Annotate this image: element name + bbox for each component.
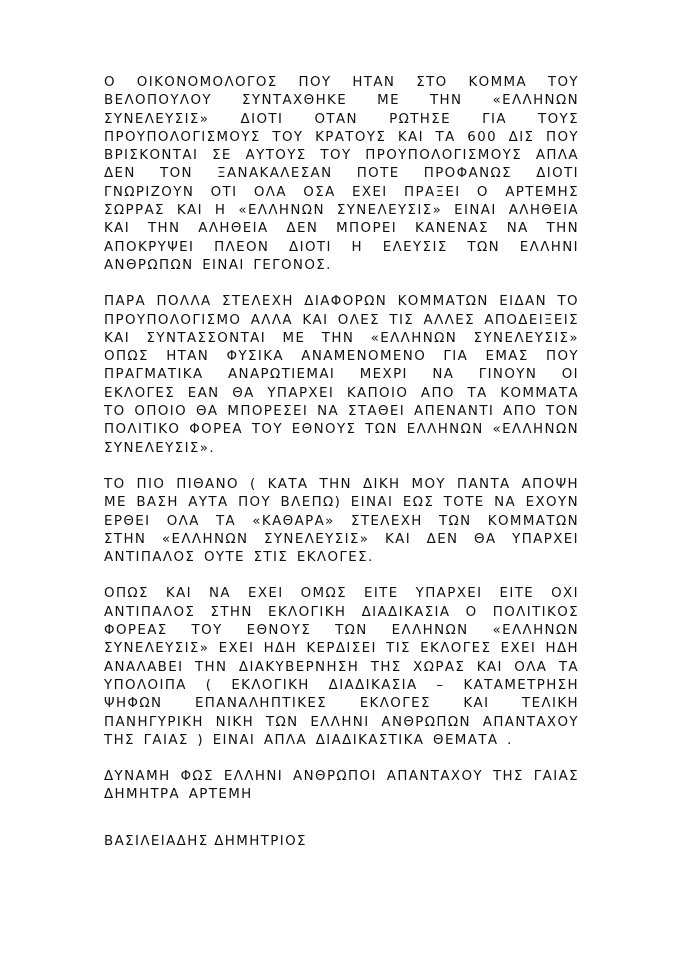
- paragraph-4: ΟΠΩΣ ΚΑΙ ΝΑ ΕΧΕΙ ΟΜΩΣ ΕΙΤΕ ΥΠΑΡΧΕΙ ΕΙΤΕ ΟΧΙ ΑΝΤΙΠΑΛΟΣ ΣΤΗΝ ΕΚΛΟΓΙΚΗ ΔΙΑΔΙΚΑΣΙΑ Ο ΠΟΛΙΤΙΚΟΣ ΦΟΡΕΑΣ ΤΟΥ ΕΘΝΟΥΣ ΤΩΝ ΕΛΛΗΝΩΝ «ΕΛΛΗΝΩΝ ΣΥΝΕΛΕΥΣΙΣ» ΕΧΕΙ ΗΔΗ ΚΕΡΔΙΣΕΙ ΤΙΣ ΕΚΛΟΓΕΣ ΕΧΕΙ ΗΔΗ ΑΝΑΛΑΒΕΙ ΤΗΝ ΔΙΑΚΥΒΕΡΝΗΣΗ ΤΗΣ ΧΩΡΑΣ ΚΑΙ ΟΛΑ ΤΑ ΥΠΟΛΟΙΠΑ ( ΕΚΛΟΓΙΚΗ ΔΙΑΔΙΚΑΣΙΑ – ΚΑΤΑΜΕΤΡΗΣΗ ΨΗΦΩΝ ΕΠΑΝΑΛΗΠΤΙΚΕΣ ΕΚΛΟΓΕΣ ΚΑΙ ΤΕΛΙΚΗ ΠΑΝΗΓΥΡΙΚΗ ΝΙΚΗ ΤΩΝ ΕΛΛΗΝΙ ΑΝΘΡΩΠΩΝ ΑΠΑΝΤΑΧΟΥ ΤΗΣ ΓΑΙΑΣ ) ΕΙΝΑΙ ΑΠΛΑ ΔΙΑΔΙΚΑΣΤΙΚΑ ΘΕΜΑΤΑ .: [104, 586, 579, 748]
- paragraph-5: ΔΥΝΑΜΗ ΦΩΣ ΕΛΛΗΝΙ ΑΝΘΡΩΠΟΙ ΑΠΑΝΤΑΧΟΥ ΤΗΣ ΓΑΙΑΣ ΔΗΜΗΤΡΑ ΑΡΤΕΜΗ: [104, 769, 579, 803]
- paragraph-3: ΤΟ ΠΙΟ ΠΙΘΑΝΟ ( ΚΑΤΑ ΤΗΝ ΔΙΚΗ ΜΟΥ ΠΑΝΤΑ ΑΠΟΨΗ ΜΕ ΒΑΣΗ ΑΥΤΑ ΠΟΥ ΒΛΕΠΩ) ΕΙΝΑΙ ΕΩΣ ΤΟΤΕ ΝΑ ΕΧΟΥΝ ΕΡΘΕΙ ΟΛΑ ΤΑ «ΚΑΘΑΡΑ» ΣΤΕΛΕΧΗ ΤΩΝ ΚΟΜΜΑΤΩΝ ΣΤΗΝ «ΕΛΛΗΝΩΝ ΣΥΝΕΛΕΥΣΙΣ» ΚΑΙ ΔΕΝ ΘΑ ΥΠΑΡΧΕΙ ΑΝΤΙΠΑΛΟΣ ΟΥΤΕ ΣΤΙΣ ΕΚΛΟΓΕΣ.: [104, 476, 579, 566]
- paragraph-2: ΠΑΡΑ ΠΟΛΛΑ ΣΤΕΛΕΧΗ ΔΙΑΦΟΡΩΝ ΚΟΜΜΑΤΩΝ ΕΙΔΑΝ ΤΟ ΠΡΟΥΠΟΛΟΓΙΣΜΟ ΑΛΛΑ ΚΑΙ ΟΛΕΣ ΤΙΣ ΑΛΛΕΣ ΑΠΟΔΕΙΞΕΙΣ ΚΑΙ ΣΥΝΤΑΣΣΟΝΤΑΙ ΜΕ ΤΗΝ «ΕΛΛΗΝΩΝ ΣΥΝΕΛΕΥΣΙΣ» ΟΠΩΣ ΗΤΑΝ ΦΥΣΙΚΑ ΑΝΑΜΕΝΟΜΕΝΟ ΓΙΑ ΕΜΑΣ ΠΟΥ ΠΡΑΓΜΑΤΙΚΑ ΑΝΑΡΩΤΙΕΜΑΙ ΜΕΧΡΙ ΝΑ ΓΙΝΟΥΝ ΟΙ ΕΚΛΟΓΕΣ ΕΑΝ ΘΑ ΥΠΑΡΧΕΙ ΚΑΠΟΙΟ ΑΠΟ ΤΑ ΚΟΜΜΑΤΑ ΤΟ ΟΠΟΙΟ ΘΑ ΜΠΟΡΕΣΕΙ ΝΑ ΣΤΑΘΕΙ ΑΠΕΝΑΝΤΙ ΑΠΟ ΤΟΝ ΠΟΛΙΤΙΚΟ ΦΟΡΕΑ ΤΟΥ ΕΘΝΟΥΣ ΤΩΝ ΕΛΛΗΝΩΝ «ΕΛΛΗΝΩΝ ΣΥΝΕΛΕΥΣΙΣ».: [104, 294, 579, 456]
- paragraph-1: Ο ΟΙΚΟΝΟΜΟΛΟΓΟΣ ΠΟΥ ΗΤΑΝ ΣΤΟ ΚΟΜΜΑ ΤΟΥ ΒΕΛΟΠΟΥΛΟΥ ΣΥΝΤΑΧΘΗΚΕ ΜΕ ΤΗΝ «ΕΛΛΗΝΩΝ ΣΥΝΕΛΕΥΣΙΣ» ΔΙΟΤΙ ΟΤΑΝ ΡΩΤΗΣΕ ΓΙΑ ΤΟΥΣ ΠΡΟΥΠΟΛΟΓΙΣΜΟΥΣ ΤΟΥ ΚΡΑΤΟΥΣ ΚΑΙ ΤΑ 600 ΔΙΣ ΠΟΥ ΒΡΙΣΚΟΝΤΑΙ ΣΕ ΑΥΤΟΥΣ ΤΟΥ ΠΡΟΥΠΟΛΟΓΙΣΜΟΥΣ ΑΠΛΑ ΔΕΝ ΤΟΝ ΞΑΝΑΚΑΛΕΣΑΝ ΠΟΤΕ ΠΡΟΦΑΝΩΣ ΔΙΟΤΙ ΓΝΩΡΙΖΟΥΝ ΟΤΙ ΟΛΑ ΟΣΑ ΕΧΕΙ ΠΡΑΞΕΙ Ο ΑΡΤΕΜΗΣ ΣΩΡΡΑΣ ΚΑΙ Η «ΕΛΛΗΝΩΝ ΣΥΝΕΛΕΥΣΙΣ» ΕΙΝΑΙ ΑΛΗΘΕΙΑ ΚΑΙ ΤΗΝ ΑΛΗΘΕΙΑ ΔΕΝ ΜΠΟΡΕΙ ΚΑΝΕΝΑΣ ΝΑ ΤΗΝ ΑΠΟΚΡΥΨΕΙ ΠΛΕΟΝ ΔΙΟΤΙ Η ΕΛΕΥΣΙΣ ΤΩΝ ΕΛΛΗΝΙ ΑΝΘΡΩΠΩΝ ΕΙΝΑΙ ΓΕΓΟΝΟΣ.: [104, 75, 579, 273]
- signature-name: ΒΑΣΙΛΕΙΑΔΗΣ ΔΗΜΗΤΡΙΟΣ: [104, 834, 307, 849]
